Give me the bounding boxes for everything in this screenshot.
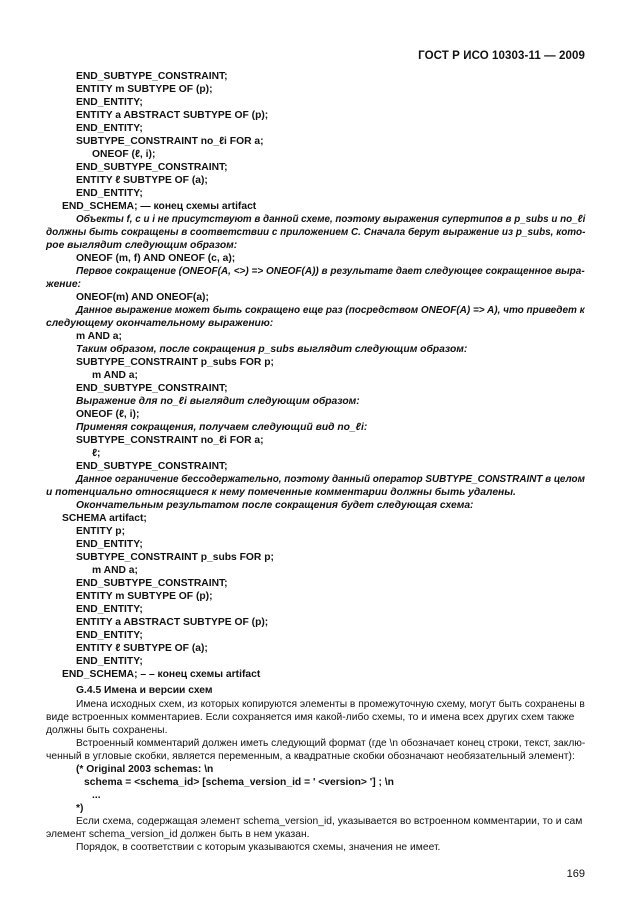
code-line: END_SCHEMA; – – конец схемы artifact xyxy=(62,669,261,680)
note-line: и потенциально относящиеся к нему помеченные комментарии должны быть удалены. xyxy=(46,487,516,498)
text-line: Если схема, содержащая элемент schema_version_id, указывается во встроенном комментарии, то и сам xyxy=(76,816,583,827)
code-line: ℓ; xyxy=(92,448,101,459)
document-header: ГОСТ Р ИСО 10303-11 — 2009 xyxy=(418,50,585,62)
note-line: Окончательным результатом после сокращения будет следующая схема: xyxy=(76,500,474,511)
code-line: (* Original 2003 schemas: \n xyxy=(76,764,214,775)
code-line: *) xyxy=(76,803,84,814)
code-line: SUBTYPE_CONSTRAINT no_ℓi FOR a; xyxy=(76,435,264,446)
note-line: Выражение для no_ℓi выглядит следующим образом: xyxy=(76,396,360,407)
text-line: Имена исходных схем, из которых копируются элементы в промежуточную схему, могут быть сохранены в xyxy=(76,699,585,710)
code-line: ... xyxy=(92,790,101,801)
code-line: END_SUBTYPE_CONSTRAINT; xyxy=(76,461,228,472)
note-line: следующему окончательному выражению: xyxy=(46,318,274,329)
code-line: ENTITY a ABSTRACT SUBTYPE OF (p); xyxy=(76,110,269,121)
code-line: ENTITY ℓ SUBTYPE OF (a); xyxy=(76,643,208,654)
code-line: ENTITY a ABSTRACT SUBTYPE OF (p); xyxy=(76,617,269,628)
code-line: END_SUBTYPE_CONSTRAINT; xyxy=(76,71,228,82)
code-line: SCHEMA artifact; xyxy=(62,513,147,524)
code-line: ENTITY p; xyxy=(76,526,126,537)
note-line: Первое сокращение (ONEOF(A, <>) => ONEOF(A)) в результате дает следующее сокращенное выра- xyxy=(76,266,585,277)
code-line: END_SUBTYPE_CONSTRAINT; xyxy=(76,578,228,589)
code-line: SUBTYPE_CONSTRAINT p_subs FOR p; xyxy=(76,357,274,368)
code-line: END_SUBTYPE_CONSTRAINT; xyxy=(76,162,228,173)
text-line: виде встроенных комментариев. Если сохраняется имя какой-либо схемы, то и имена всех других схем также xyxy=(46,712,575,723)
code-line: ENTITY ℓ SUBTYPE OF (a); xyxy=(76,175,208,186)
text-line: ченный в угловые скобки, является переменным, а квадратные скобки обозначают необязательный элемент): xyxy=(46,751,575,762)
code-line: SUBTYPE_CONSTRAINT p_subs FOR p; xyxy=(76,552,274,563)
note-line: жение: xyxy=(46,279,81,290)
text-line: элемент schema_version_id должен быть в нем указан. xyxy=(46,829,310,840)
code-line: SUBTYPE_CONSTRAINT no_ℓi FOR a; xyxy=(76,136,264,147)
code-line: m AND a; xyxy=(92,565,138,576)
code-line: m AND a; xyxy=(92,370,138,381)
code-line: END_ENTITY; xyxy=(76,604,143,615)
section-heading: G.4.5 Имена и версии схем xyxy=(76,685,213,696)
code-line: END_ENTITY; xyxy=(76,97,143,108)
note-line: Таким образом, после сокращения p_subs выглядит следующим образом: xyxy=(76,344,468,355)
page-number: 169 xyxy=(566,868,585,880)
code-line: m AND a; xyxy=(76,331,122,342)
code-line: ONEOF (ℓ, i); xyxy=(76,409,140,420)
code-line: END_ENTITY; xyxy=(76,539,143,550)
code-line: ONEOF(m) AND ONEOF(a); xyxy=(76,292,209,303)
code-line: ONEOF (ℓ, i); xyxy=(92,149,156,160)
code-line: schema = <schema_id> [schema_version_id = ' <version> '] ; \n xyxy=(84,777,394,788)
text-line: Порядок, в соответствии с которым указываются схемы, значения не имеет. xyxy=(76,842,441,853)
code-line: END_SCHEMA; — конец схемы artifact xyxy=(62,201,257,212)
note-line: Данное выражение может быть сокращено еще раз (посредством ONEOF(A) => A), что приведет к xyxy=(76,305,585,316)
note-line: Объекты f, c и i не присутствуют в данной схеме, поэтому выражения супертипов в p_subs и no_ℓi xyxy=(76,214,586,225)
text-line: должны быть сохранены. xyxy=(46,725,168,736)
note-line: Применяя сокращения, получаем следующий вид no_ℓi: xyxy=(76,422,368,433)
code-line: END_ENTITY; xyxy=(76,123,143,134)
note-line: должны быть сокращены в соответствии с приложением С. Сначала берут выражение из p_subs, кото- xyxy=(46,227,586,238)
code-line: ENTITY m SUBTYPE OF (p); xyxy=(76,591,213,602)
code-line: ENTITY m SUBTYPE OF (p); xyxy=(76,84,213,95)
code-line: END_SUBTYPE_CONSTRAINT; xyxy=(76,383,228,394)
note-line: Данное ограничение бессодержательно, поэтому данный оператор SUBTYPE_CONSTRAINT в целом xyxy=(76,474,585,485)
code-line: END_ENTITY; xyxy=(76,188,143,199)
note-line: рое выглядит следующим образом: xyxy=(46,240,238,251)
code-line: END_ENTITY; xyxy=(76,630,143,641)
code-line: ONEOF (m, f) AND ONEOF (c, a); xyxy=(76,253,236,264)
code-line: END_ENTITY; xyxy=(76,656,143,667)
text-line: Встроенный комментарий должен иметь следующий формат (где \n обозначает конец строки, текст, заклю- xyxy=(76,738,586,749)
